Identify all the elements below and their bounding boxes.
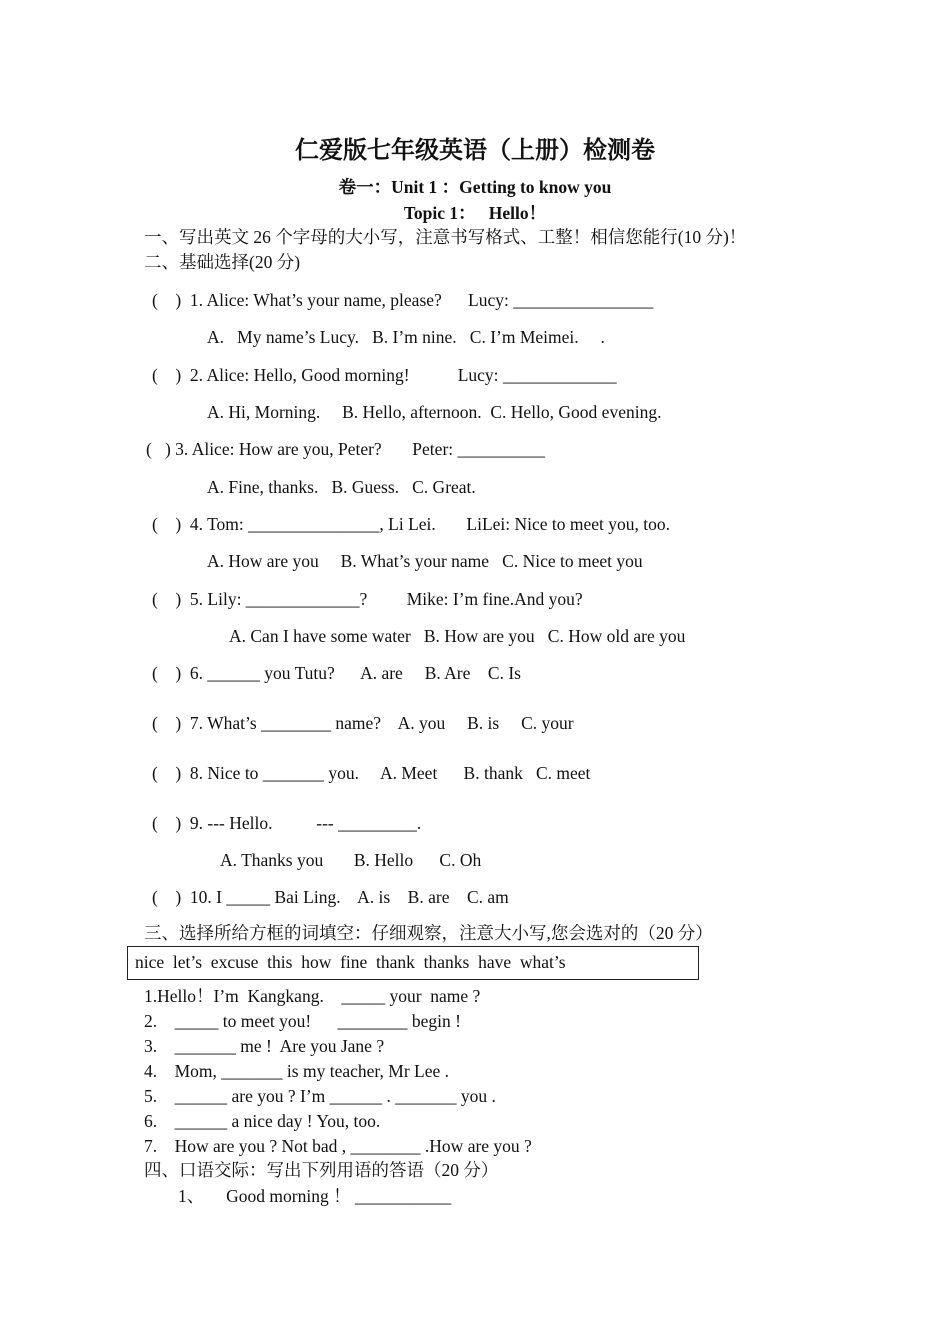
question-9: ( ) 9. --- Hello. --- _________. [152,813,422,833]
question-3-options: A. Fine, thanks. B. Guess. C. Great. [207,477,476,497]
question-1-options: A. My name’s Lucy. B. I’m nine. C. I’m Meimei. . [207,327,605,347]
section-2-heading: 二、基础选择(20 分) [144,252,301,272]
fill-blank-1: 1.Hello！I’m Kangkang. _____ your name ? [144,986,481,1006]
question-5: ( ) 5. Lily: _____________? Mike: I’m fine.And you? [152,589,583,609]
question-4-options: A. How are you B. What’s your name C. Nice to meet you [207,551,643,571]
fill-blank-6: 6. ______ a nice day ! You, too. [144,1111,381,1131]
section-1-heading: 一、写出英文 26 个字母的大小写，注意书写格式、工整！相信您能行(10 分)！ [144,227,747,247]
section-4-heading: 四、口语交际：写出下列用语的答语（20 分） [144,1160,499,1180]
question-2-options: A. Hi, Morning. B. Hello, afternoon. C. Hello, Good evening. [207,402,662,422]
question-5-options: A. Can I have some water B. How are you C. How old are you [229,626,686,646]
fill-blank-3: 3. _______ me ! Are you Jane ? [144,1036,385,1056]
section-3-heading: 三、选择所给方框的词填空：仔细观察，注意大小写,您会选对的（20 分） [144,923,713,943]
question-8: ( ) 8. Nice to _______ you. A. Meet B. thank C. meet [152,763,591,783]
word-bank-box [127,946,699,980]
question-6: ( ) 6. ______ you Tutu? A. are B. Are C. Is [152,663,521,683]
fill-blank-5: 5. ______ are you ? I’m ______ . _______ you . [144,1086,496,1106]
question-9-options: A. Thanks you B. Hello C. Oh [220,850,482,870]
fill-blank-4: 4. Mom, _______ is my teacher, Mr Lee . [144,1061,450,1081]
fill-blank-7: 7. How are you ? Not bad , ________ .How are you ? [144,1136,532,1156]
word-bank-words: nice let’s excuse this how fine thank thanks have what’s [135,952,566,972]
question-7: ( ) 7. What’s ________ name? A. you B. is C. your [152,713,574,733]
question-1: ( ) 1. Alice: What’s your name, please? Lucy: ________________ [152,290,654,310]
question-10: ( ) 10. I _____ Bai Ling. A. is B. are C. am [152,887,509,907]
page-title: 仁爱版七年级英语（上册）检测卷 [295,138,655,164]
question-2: ( ) 2. Alice: Hello, Good morning! Lucy: _____________ [152,365,617,385]
fill-blank-2: 2. _____ to meet you! ________ begin ! [144,1011,461,1031]
topic-heading: Topic 1： Hello！ [403,203,547,223]
unit-heading: 卷一：Unit 1 ：Getting to know you [338,177,612,197]
question-4: ( ) 4. Tom: _______________, Li Lei. LiLei: Nice to meet you, too. [152,514,671,534]
question-3: ( ) 3. Alice: How are you, Peter? Peter: __________ [146,439,546,459]
oral-question-1: 1、 Good morning ！ ___________ [178,1186,452,1206]
